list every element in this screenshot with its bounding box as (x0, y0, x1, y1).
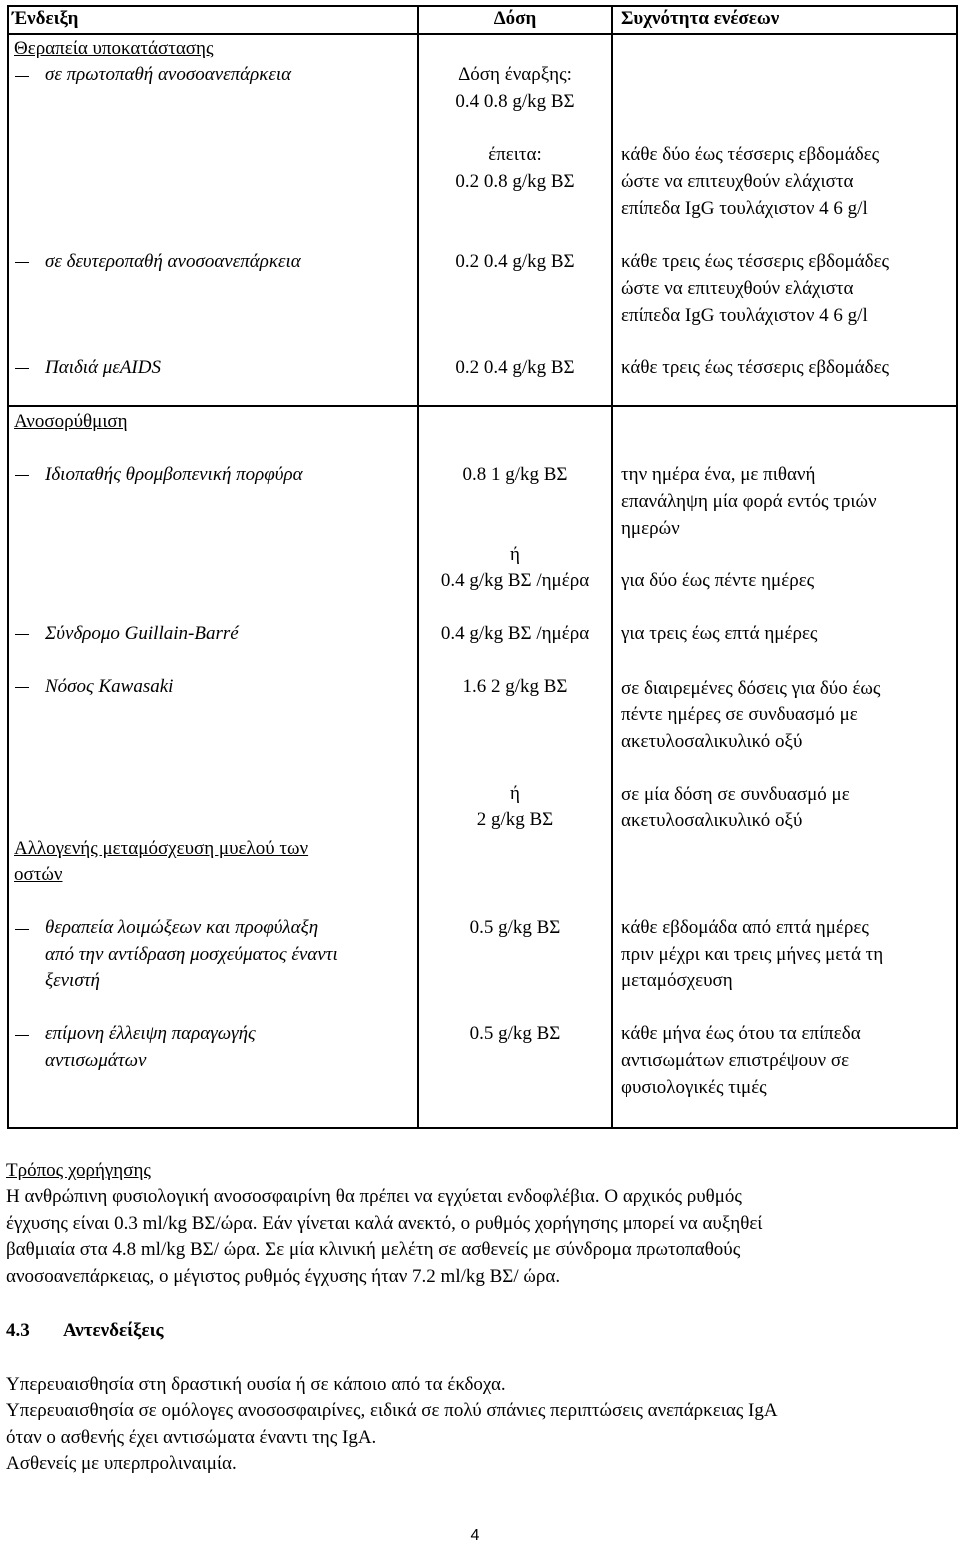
aids-dose: 0.2 0.4 g/kg ΒΣ (455, 357, 575, 378)
table-border-bottom (7, 1127, 958, 1129)
contraindication-line-2: Υπερευαισθησία σε ομόλογες ανοσοσφαιρίνες, ειδικά σε πολύ σπάνιες περιπτώσεις ανεπάρκειας IgA (6, 1400, 778, 1421)
itp-dose-b: 0.4 g/kg ΒΣ /ημέρα (440, 570, 590, 591)
section-title-immunomodulation: Ανοσορύθμιση (14, 411, 128, 432)
primary-deficiency-label: σε πρωτοπαθή ανοσοανεπάρκεια (45, 64, 292, 85)
administration-line-1: Η ανθρώπινη φυσιολογική ανοσοσφαιρίνη θα πρέπει να εγχύεται ενδοφλέβια. Ο αρχικός ρυθμός (6, 1186, 742, 1207)
table-section-divider (7, 405, 958, 407)
infections-frequency-line-1: κάθε εβδομάδα από επτά ημέρες (621, 917, 869, 938)
infections-label-line-3: ξενιστή (45, 970, 100, 991)
kawasaki-dose-b: 2 g/kg ΒΣ (476, 809, 554, 830)
kawasaki-dose-a: 1.6 2 g/kg ΒΣ (462, 676, 568, 697)
list-dash (15, 368, 29, 369)
section-title-transplant-line-2: οστών (14, 864, 63, 885)
contraindication-line-3: όταν ο ασθενής έχει αντισώματα έναντι της IgA. (6, 1427, 377, 1448)
list-dash (15, 634, 29, 635)
itp-frequency-a-line-1: την ημέρα ένα, με πιθανή (621, 464, 816, 485)
secondary-frequency-line-1: κάθε τρεις έως τέσσερις εβδομάδες (621, 251, 890, 272)
itp-frequency-a-line-2: επανάληψη μία φορά εντός τριών (621, 491, 877, 512)
primary-frequency-line-2: ώστε να επιτευχθούν ελάχιστα (621, 171, 854, 192)
list-dash (15, 76, 29, 77)
table-header-divider (7, 33, 958, 35)
secondary-frequency-line-3: επίπεδα IgG τουλάχιστον 4 6 g/l (621, 305, 868, 326)
page-number: 4 (470, 1527, 480, 1544)
aids-frequency: κάθε τρεις έως τέσσερις εβδομάδες (621, 357, 890, 378)
administration-line-3: βαθμιαία στα 4.8 ml/kg ΒΣ/ ώρα. Σε μία κλινική μελέτη σε ασθενείς με σύνδρομα πρωτοπαθούς (6, 1239, 741, 1260)
itp-label: Ιδιοπαθής θρομβοπενική πορφύρα (45, 464, 303, 485)
persistent-deficiency-label-line-2: αντισωμάτων (45, 1050, 147, 1071)
list-dash (15, 475, 29, 476)
kawasaki-label: Νόσος Kawasaki (45, 676, 174, 697)
infections-frequency-line-3: μεταμόσχευση (621, 970, 733, 991)
itp-or: ή (510, 544, 520, 565)
primary-start-dose-value: 0.4 0.8 g/kg ΒΣ (455, 91, 575, 112)
list-dash (15, 1035, 29, 1036)
kawasaki-frequency-a-line-3: ακετυλοσαλικυλικό οξύ (621, 731, 803, 752)
persistent-frequency-line-3: φυσιολογικές τιμές (621, 1077, 767, 1098)
contraindication-line-4: Ασθενείς με υπερπρολιναιμία. (6, 1453, 237, 1474)
kawasaki-frequency-b-line-2: ακετυλοσαλικυλικό οξύ (621, 810, 803, 831)
administration-line-2: έγχυσης είναι 0.3 ml/kg ΒΣ/ώρα. Εάν γίνεται καλά ανεκτό, ο ρυθμός χορήγησης μπορεί να αυξηθεί (6, 1213, 763, 1234)
gbs-dose: 0.4 g/kg ΒΣ /ημέρα (440, 623, 590, 644)
secondary-frequency-line-2: ώστε να επιτευχθούν ελάχιστα (621, 278, 854, 299)
list-dash (15, 929, 29, 930)
header-frequency: Συχνότητα ενέσεων (621, 8, 780, 29)
secondary-deficiency-label: σε δευτεροπαθή ανοσοανεπάρκεια (45, 251, 301, 272)
table-border-left (7, 5, 9, 1129)
itp-frequency-a-line-3: ημερών (621, 518, 680, 539)
infections-dose: 0.5 g/kg ΒΣ (469, 917, 561, 938)
kawasaki-or: ή (510, 783, 520, 804)
section-title-replacement: Θεραπεία υποκατάστασης (14, 38, 214, 59)
contraindication-line-1: Υπερευαισθησία στη δραστική ουσία ή σε κάποιο από τα έκδοχα. (6, 1374, 506, 1395)
gbs-label: Σύνδρομο Guillain-Barré (45, 623, 239, 644)
persistent-dose: 0.5 g/kg ΒΣ (469, 1023, 561, 1044)
infections-label-line-2: από την αντίδραση μοσχεύματος έναντι (45, 944, 338, 965)
list-dash (15, 687, 29, 688)
secondary-dose: 0.2 0.4 g/kg ΒΣ (455, 251, 575, 272)
kawasaki-frequency-b-line-1: σε μία δόση σε συνδυασμό με (621, 784, 850, 805)
persistent-frequency-line-2: αντισωμάτων επιστρέψουν σε (621, 1050, 850, 1071)
administration-line-4: ανοσοανεπάρκειας, ο μέγιστος ρυθμός έγχυσης ήταν 7.2 ml/kg ΒΣ/ ώρα. (6, 1266, 561, 1287)
infections-label-line-1: θεραπεία λοιμώξεων και προφύλαξη (45, 917, 319, 938)
list-dash (15, 262, 29, 263)
table-column-divider-2 (611, 5, 613, 1129)
gbs-frequency: για τρεις έως επτά ημέρες (621, 623, 818, 644)
section-title-transplant-line-1: Αλλογενής μεταμόσχευση μυελού των (14, 838, 309, 859)
section-number: 4.3 (6, 1320, 30, 1341)
itp-dose-a: 0.8 1 g/kg ΒΣ (462, 464, 568, 485)
primary-then-dose-value: 0.2 0.8 g/kg ΒΣ (455, 171, 575, 192)
header-indication: Ένδειξη (12, 8, 79, 29)
kawasaki-frequency-a-line-1: σε διαιρεμένες δόσεις για δύο έως (621, 678, 881, 699)
contraindications-heading: Αντενδείξεις (63, 1320, 164, 1341)
primary-frequency-line-1: κάθε δύο έως τέσσερις εβδομάδες (621, 144, 880, 165)
persistent-deficiency-label-line-1: επίμονη έλλειψη παραγωγής (45, 1023, 256, 1044)
header-dose: Δόση (493, 8, 537, 29)
itp-frequency-b: για δύο έως πέντε ημέρες (621, 570, 815, 591)
aids-children-label: Παιδιά μεAIDS (45, 357, 161, 378)
table-border-right (956, 5, 958, 1129)
primary-frequency-line-3: επίπεδα IgG τουλάχιστον 4 6 g/l (621, 198, 868, 219)
kawasaki-frequency-a-line-2: πέντε ημέρες σε συνδυασμό με (621, 704, 858, 725)
persistent-frequency-line-1: κάθε μήνα έως ότου τα επίπεδα (621, 1023, 861, 1044)
primary-start-dose-label: Δόση έναρξης: (458, 64, 572, 85)
infections-frequency-line-2: πριν μέχρι και τρεις μήνες μετά τη (621, 944, 884, 965)
administration-heading: Τρόπος χορήγησης (6, 1160, 151, 1181)
primary-then-dose-label: έπειτα: (488, 144, 542, 165)
